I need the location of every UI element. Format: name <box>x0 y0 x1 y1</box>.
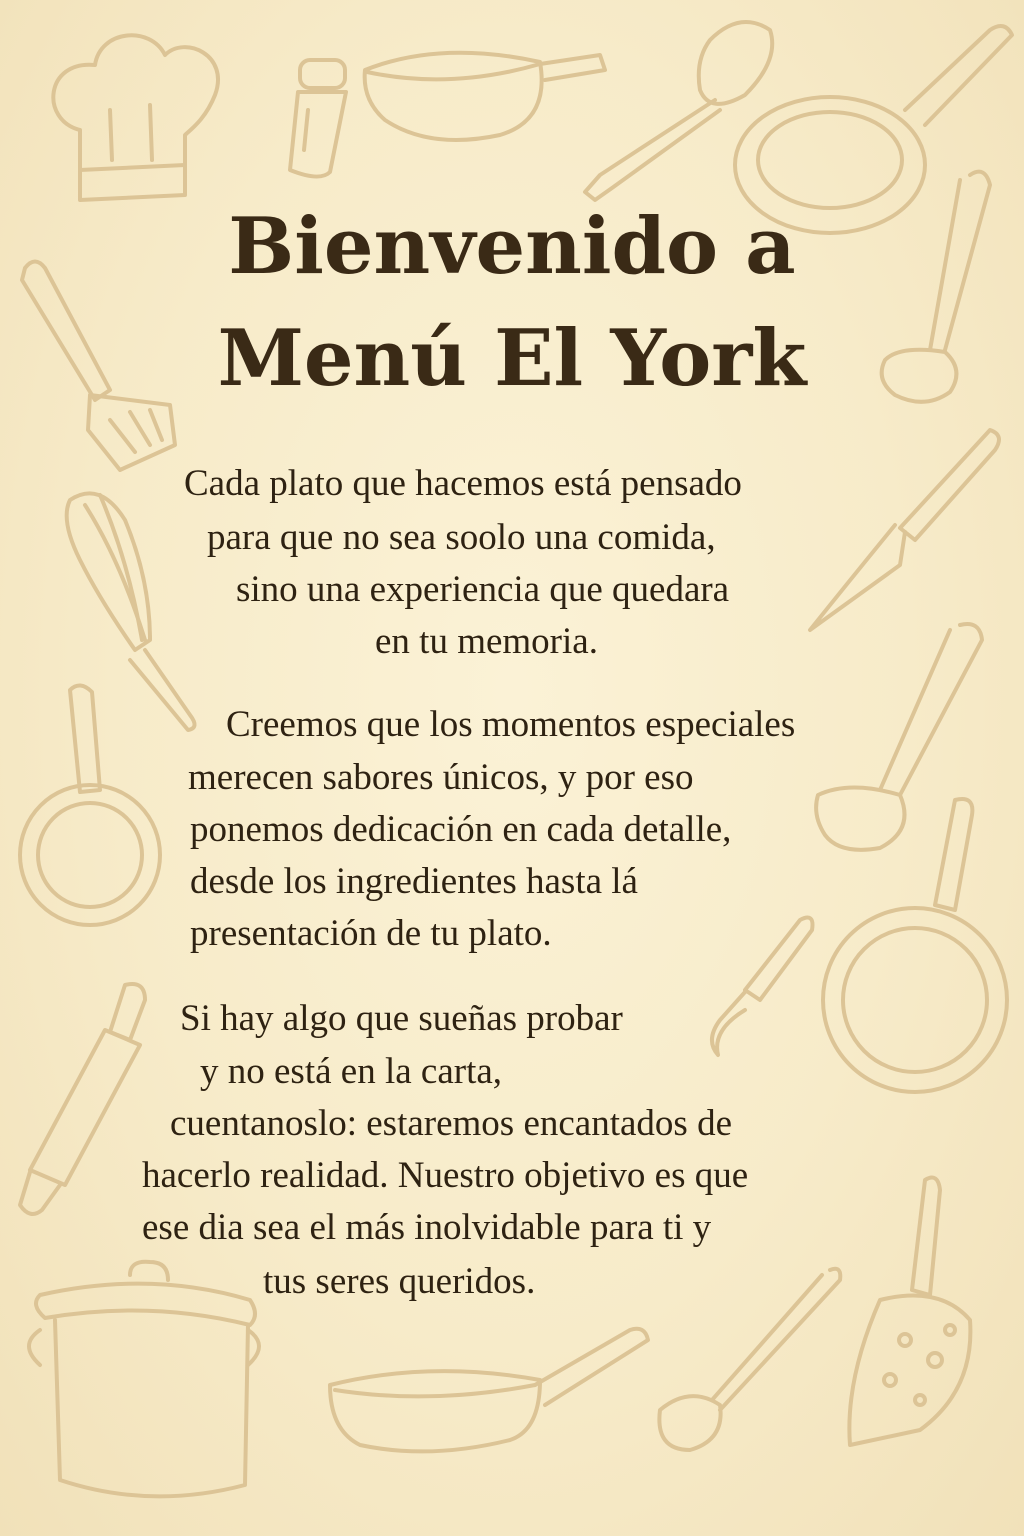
slotted-spoon-icon <box>585 22 772 200</box>
page-title-line-1: Bienvenido a <box>228 201 796 292</box>
skillet-icon <box>823 799 1007 1092</box>
paragraph-line: desde los ingredientes hasta lá <box>190 861 638 902</box>
saucepan-icon <box>20 685 160 925</box>
cheese-grater-icon <box>849 1178 970 1445</box>
paragraph-line: Si hay algo que sueñas probar <box>180 998 623 1039</box>
paragraph-line: cuentanoslo: estaremos encantados de <box>170 1103 732 1144</box>
paragraph-line: para que no sea soolo una comida, <box>207 517 716 558</box>
paragraph-line: ponemos dedicación en cada detalle, <box>190 809 732 850</box>
paragraph-line: ese dia sea el más inolvidable para ti y <box>142 1207 712 1248</box>
spoon-icon <box>659 1269 840 1450</box>
peeler-icon <box>712 918 813 1055</box>
paragraph-line: y no está en la carta, <box>200 1051 503 1092</box>
pot-icon <box>29 1262 259 1497</box>
salt-shaker-icon <box>290 60 346 177</box>
paragraph-line: hacerlo realidad. Nuestro objetivo es que <box>142 1155 749 1196</box>
bowl-icon <box>365 53 605 140</box>
paragraph-line: tus seres queridos. <box>263 1261 536 1302</box>
chef-hat-icon <box>53 35 218 200</box>
rolling-pin-icon <box>20 984 145 1214</box>
ladle-icon <box>816 624 982 850</box>
paragraph-line: merecen sabores únicos, y por eso <box>188 757 694 798</box>
knife-icon <box>810 430 999 630</box>
page-title-line-2: Menú El York <box>217 313 807 404</box>
paragraph-line: Creemos que los momentos especiales <box>226 704 796 745</box>
skillet-icon <box>330 1329 648 1452</box>
paragraph-line: en tu memoria. <box>375 621 598 662</box>
whisk-icon <box>67 493 195 730</box>
paragraph-line: presentación de tu plato. <box>190 913 552 954</box>
paragraph-line: sino una experiencia que quedara <box>236 569 730 610</box>
paragraph-line: Cada plato que hacemos está pensado <box>184 463 742 504</box>
